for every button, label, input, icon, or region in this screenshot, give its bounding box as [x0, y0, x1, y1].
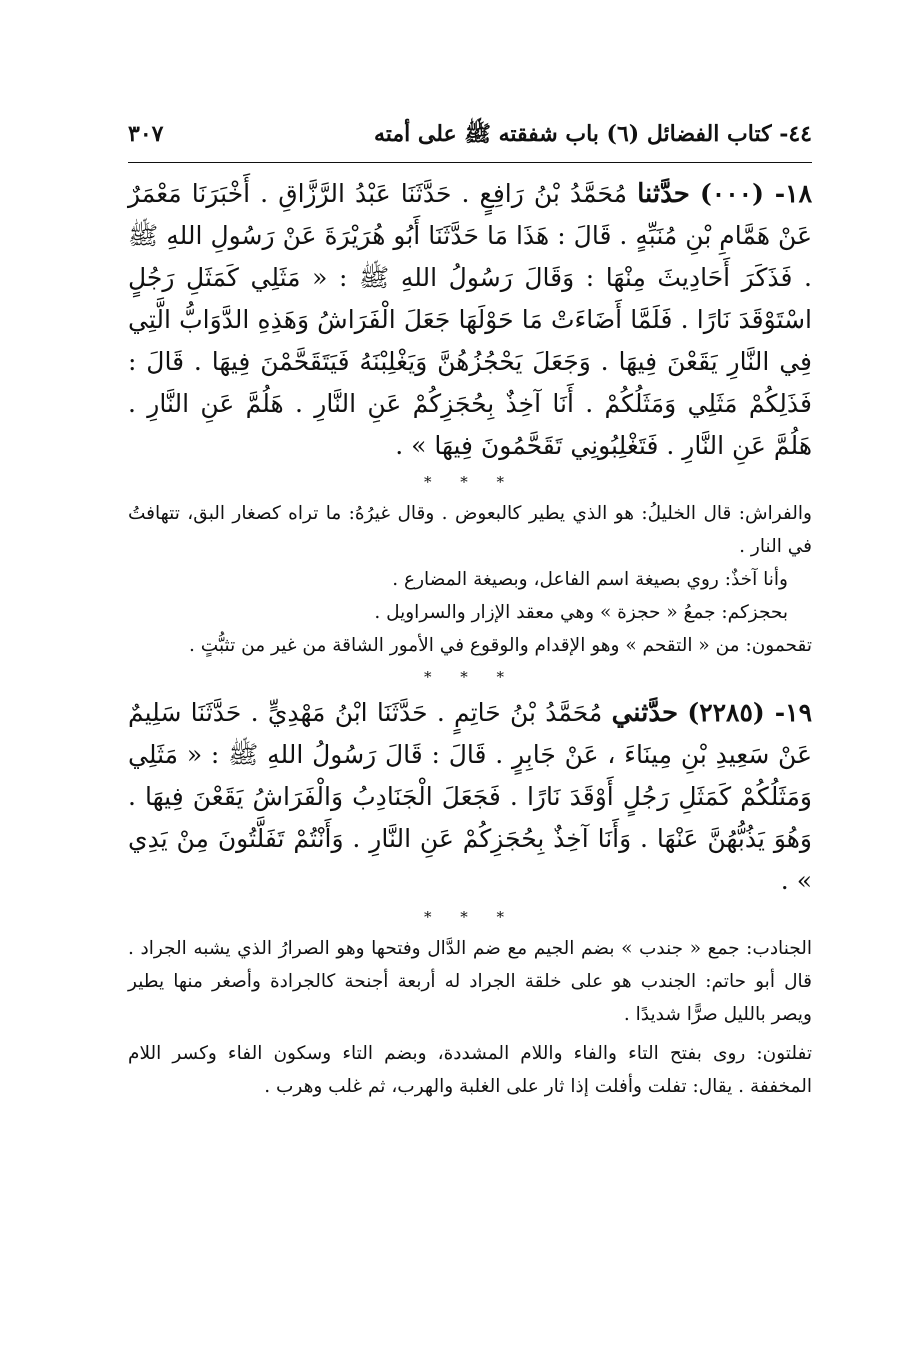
page	[128, 120, 812, 1103]
separator-stars: * * *	[423, 908, 517, 926]
hadith-text: مُحَمَّدُ بْنُ رَافِعٍ . حَدَّثَنَا عَبْدُ الرَّزَّاقِ . أَخْبَرَنَا مَعْمَرٌ عَنْ هَمَّامِ بْنِ مُنَبِّهٍ . قَالَ : هَذَا مَا حَدَّثَنَا أَبُو هُرَيْرَةَ عَنْ رَسُولِ اللهِ ﷺ . فَذَكَرَ أَحَادِيثَ مِنْهَا : وَقَالَ رَسُولُ اللهِ ﷺ : « مَثَلِي كَمَثَلِ رَجُلٍ اسْتَوْقَدَ نَارًا . فَلَمَّا أَضَاءَتْ مَا حَوْلَهَا جَعَلَ الْفَرَاشُ وَهَذِهِ الدَّوَابُّ الَّتِي فِي النَّارِ يَقَعْنَ فِيهَا . وَجَعَلَ يَحْجُزُهُنَّ وَيَغْلِبْنَهُ فَيَتَقَحَّمْنَ فِيهَا . قَالَ : فَذَلِكُمْ مَثَلِي وَمَثَلُكُمْ . أَنَا آخِذٌ بِحُجَزِكُمْ عَنِ النَّارِ . هَلُمَّ عَنِ النَّارِ . هَلُمَّ عَنِ النَّارِ . فَتَغْلِبُونِي تَقَحَّمُونَ فِيهَا » .	[128, 179, 812, 460]
hadith-lead: حدَّثنا	[637, 179, 690, 209]
hadith-18	[128, 173, 812, 467]
hadith-number: ١٩- (٢٢٨٥)	[687, 698, 812, 727]
note-farash: والفراش: قال الخليلُ: هو الذي يطير كالبعوض . وقال غيرُهُ: ما تراه كصغار البق، تتهافتُ في النار .	[128, 503, 812, 557]
hadith-number: ١٨- (٠٠٠)	[699, 179, 812, 208]
note-taqahhamun: تقحمون: من « التقحم » وهو الإقدام والوقوع في الأمور الشاقة من غير من تثبُّتٍ .	[189, 635, 812, 656]
running-header	[128, 120, 812, 163]
separator-stars: * * *	[423, 668, 517, 686]
note-ana-akhidh: وأنا آخذٌ: روي بصيغة اسم الفاعل، وبصيغة المضارع .	[392, 569, 788, 590]
note-hujazikum: بحجزكم: جمعُ « حجزة » وهي معقد الإزار والسراويل .	[374, 602, 788, 623]
header-title: ٤٤- كتاب الفضائل (٦) باب شفقته ﷺ على أمته	[373, 121, 812, 147]
page-number: ٣٠٧	[128, 121, 164, 147]
hadith-text: مُحَمَّدُ بْنُ حَاتِمٍ . حَدَّثَنَا ابْنُ مَهْدِيٍّ . حَدَّثَنَا سَلِيمٌ عَنْ سَعِيدِ بْنِ مِينَاءَ ، عَنْ جَابِرٍ . قَالَ : قَالَ رَسُولُ اللهِ ﷺ : « مَثَلِي وَمَثَلُكُمْ كَمَثَلِ رَجُلٍ أَوْقَدَ نَارًا . فَجَعَلَ الْجَنَادِبُ وَالْفَرَاشُ يَقَعْنَ فِيهَا . وَهُوَ يَذُبُّهُنَّ عَنْهَا . وَأَنَا آخِذٌ بِحُجَزِكُمْ عَنِ النَّارِ . وَأَنْتُمْ تَفَلَّتُونَ مِنْ يَدِي » .	[128, 698, 812, 895]
hadith-lead: حدَّثني	[611, 698, 679, 728]
note-janadib: الجنادب: جمع « جندب » بضم الجيم مع ضم الدَّال وفتحها وهو الصرارُ الذي يشبه الجراد . قال أبو حاتم: الجندب هو على خلقة الجراد له أربعة أجنحة كالجرادة وأصغر منها يطير ويصر بالليل صرًّا شديدًا .	[128, 938, 812, 1025]
note-tafallatun: تفلتون: روى بفتح التاء والفاء واللام المشددة، وبضم التاء وسكون الفاء وكسر اللام المخففة . يقال: تفلت وأفلت إذا ثار على الغلبة والهرب، ثم غلب وهرب .	[128, 1043, 812, 1097]
hadith-19	[128, 692, 812, 902]
separator-stars: * * *	[423, 473, 517, 491]
